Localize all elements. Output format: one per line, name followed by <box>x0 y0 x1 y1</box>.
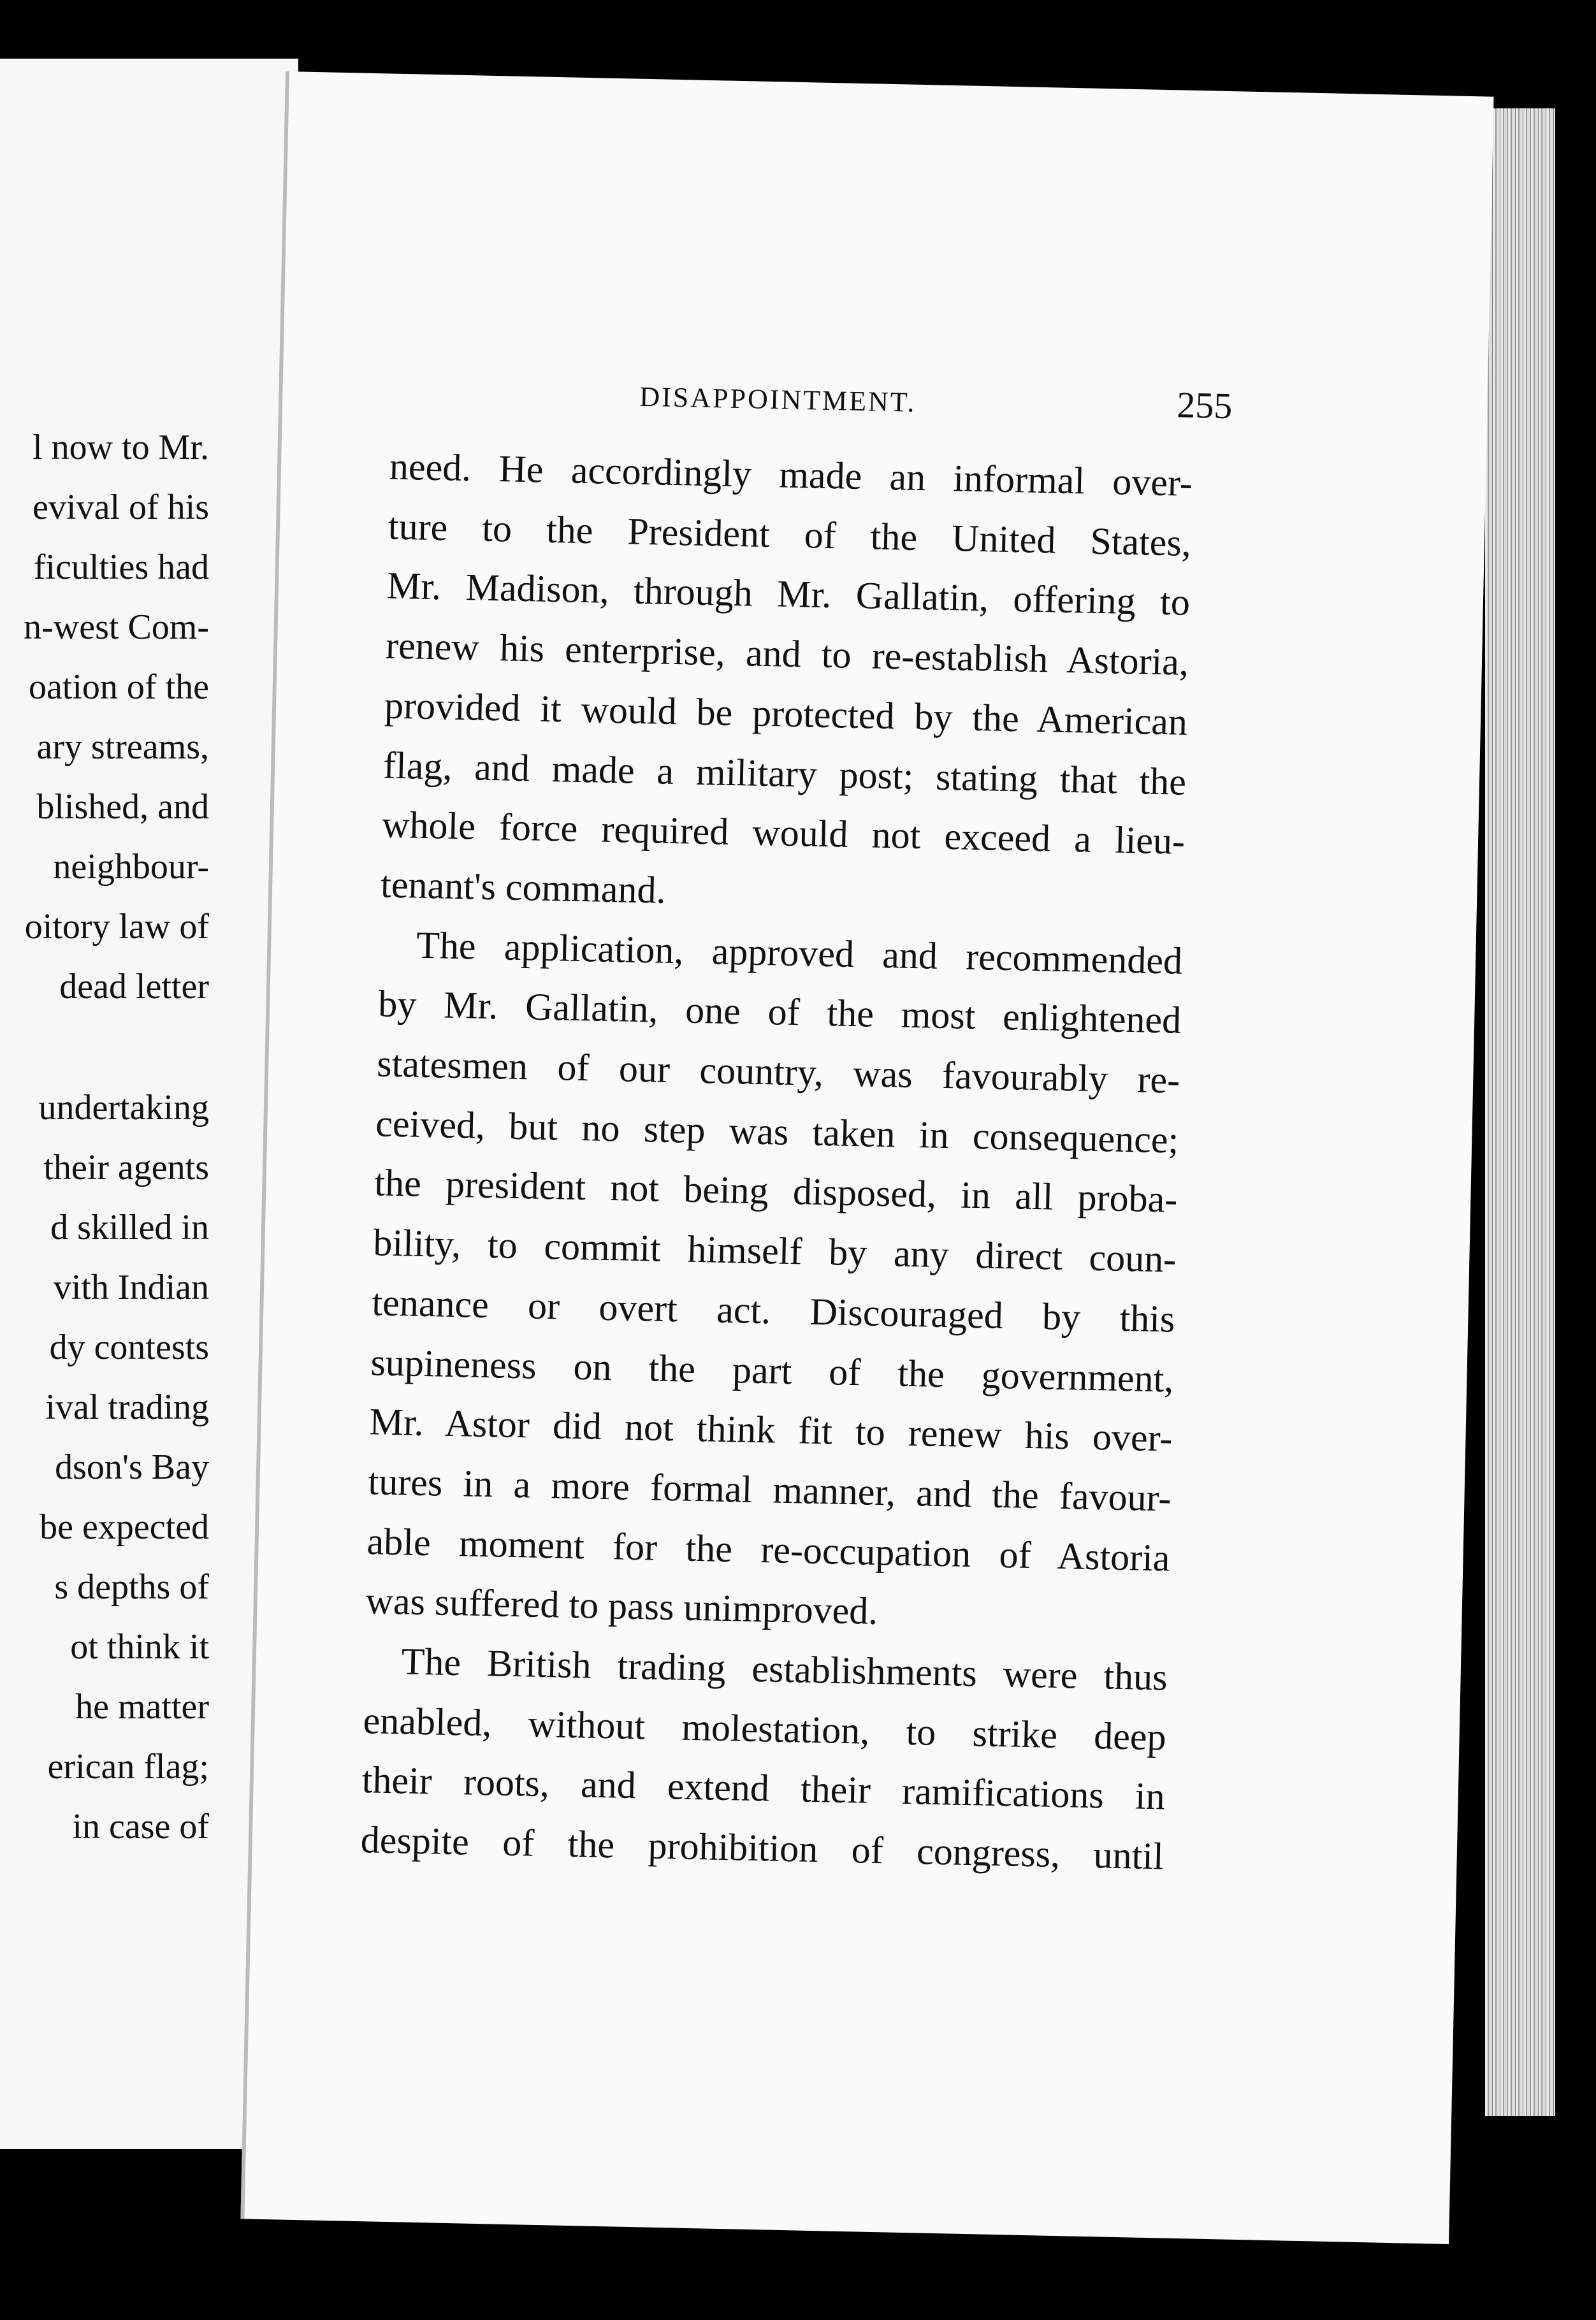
text-line: renew his enterprise, and to re-establish Astoria, <box>385 624 1189 683</box>
left-line: s depths of <box>54 1567 209 1607</box>
text-line: enabled, without molestation, to strike deep <box>363 1699 1167 1758</box>
text-line: tures in a more formal manner, and the favour- <box>368 1460 1172 1519</box>
text-line: flag, and made a military post; stating that the <box>382 743 1187 803</box>
running-head: DISAPPOINTMENT. <box>639 381 917 418</box>
page-header <box>639 372 1233 427</box>
text-line: whole force required would not exceed a lieu- <box>381 803 1186 863</box>
text-line: the president not being disposed, in all proba- <box>374 1161 1178 1221</box>
left-line: neighbour- <box>53 847 209 887</box>
text-line: The application, approved and recommended <box>416 924 1183 982</box>
page-edges <box>1485 108 1555 2116</box>
left-line: he matter <box>75 1687 209 1727</box>
left-line: l now to Mr. <box>33 428 209 467</box>
text-line: Mr. Madison, through Mr. Gallatin, offering to <box>386 564 1191 624</box>
page-body <box>360 437 1193 1887</box>
left-line: oation of the <box>28 667 209 707</box>
paragraph <box>365 915 1183 1648</box>
text-line: statesmen of our country, was favourably re- <box>376 1042 1180 1101</box>
text-line: ture to the President of the United States, <box>388 505 1192 564</box>
text-line: able moment for the re-occupation of Astoria <box>366 1519 1171 1579</box>
left-line: be expected <box>40 1507 209 1547</box>
text-line: was suffered to pass unimproved. <box>365 1579 879 1633</box>
left-line: oitory law of <box>24 907 209 946</box>
text-line: supineness on the part of the government, <box>370 1340 1175 1400</box>
left-line: d skilled in <box>50 1208 209 1247</box>
text-line: Mr. Astor did not think fit to renew his over- <box>368 1400 1173 1460</box>
text-line: tenant's command. <box>380 863 667 911</box>
left-line: erican flag; <box>47 1747 209 1787</box>
left-line: dead letter <box>59 967 209 1006</box>
left-line: their agents <box>43 1148 209 1187</box>
text-line: bility, to commit himself by any direct coun- <box>372 1221 1177 1280</box>
paragraph <box>380 437 1193 932</box>
left-line: ot think it <box>70 1627 209 1667</box>
page-number: 255 <box>1176 384 1233 427</box>
left-line: ficulties had <box>33 547 209 587</box>
left-line: n-west Com- <box>24 607 209 647</box>
text-line: provided it would be protected by the American <box>384 684 1188 743</box>
left-line: vith Indian <box>53 1268 209 1307</box>
left-line: evival of his <box>33 488 209 527</box>
text-line: ceived, but no step was taken in consequence; <box>375 1102 1179 1161</box>
left-line: in case of <box>72 1807 209 1846</box>
text-line: their roots, and extend their ramifications in <box>361 1758 1166 1818</box>
text-line: despite of the prohibition of congress, until <box>360 1818 1164 1878</box>
book-page <box>240 71 1493 2244</box>
text-line: by Mr. Gallatin, one of the most enlightened <box>377 982 1182 1042</box>
left-line: dy contests <box>49 1328 209 1367</box>
left-line: blished, and <box>36 787 209 827</box>
left-line: dson's Bay <box>55 1447 209 1487</box>
text-line: The British trading establishments were thus <box>401 1640 1168 1699</box>
left-line: undertaking <box>38 1088 209 1127</box>
paragraph <box>360 1631 1168 1887</box>
left-line: ary streams, <box>36 727 209 767</box>
text-line: need. He accordingly made an informal over- <box>389 445 1193 504</box>
left-line: ival trading <box>45 1388 209 1427</box>
text-line: tenance or overt act. Discouraged by this <box>371 1281 1176 1340</box>
